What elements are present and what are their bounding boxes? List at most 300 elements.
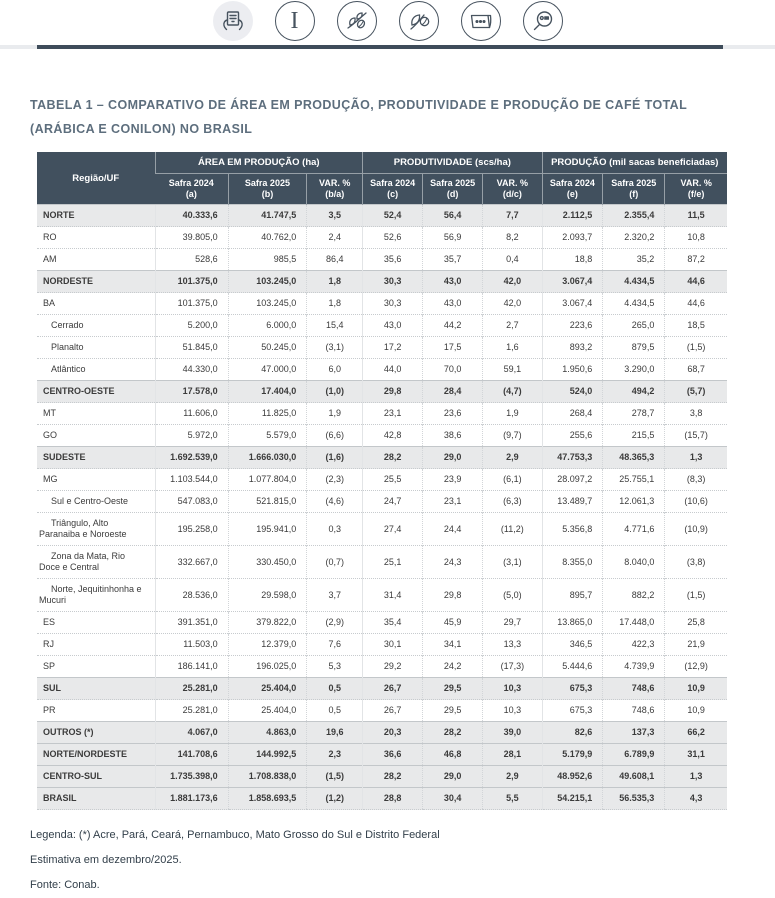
cell: 31,1 xyxy=(665,744,727,766)
cell: 4.739,9 xyxy=(603,656,665,678)
cell: 5.200,0 xyxy=(155,315,228,337)
cell: 42,0 xyxy=(483,293,542,315)
cell: 547.083,0 xyxy=(155,491,228,513)
cell: 1.858.693,5 xyxy=(228,788,307,810)
cell: 5.579,0 xyxy=(228,425,307,447)
cell: 8,2 xyxy=(483,227,542,249)
cell: 2,9 xyxy=(483,447,542,469)
cell: 87,2 xyxy=(665,249,727,271)
cell: 23,1 xyxy=(423,491,483,513)
column-header: Safra 2024 (e) xyxy=(542,174,603,205)
cell: 5.444,6 xyxy=(542,656,603,678)
cell: 56.535,3 xyxy=(603,788,665,810)
cell: 39.805,0 xyxy=(155,227,228,249)
cell: 39,0 xyxy=(483,722,542,744)
cell: 1.103.544,0 xyxy=(155,469,228,491)
cell: (0,7) xyxy=(307,546,363,579)
row-label: GO xyxy=(37,425,155,447)
cell: 17.448,0 xyxy=(603,612,665,634)
cell: 524,0 xyxy=(542,381,603,403)
cell: 26,7 xyxy=(363,700,423,722)
table-row xyxy=(37,293,727,315)
source-text: Fonte: Conab. xyxy=(30,879,100,891)
cell: 47.753,3 xyxy=(542,447,603,469)
cell: (1,5) xyxy=(665,337,727,359)
table-row xyxy=(37,271,727,293)
cell: 6.789,9 xyxy=(603,744,665,766)
cell: 36,6 xyxy=(363,744,423,766)
cell: 1.735.398,0 xyxy=(155,766,228,788)
cell: 52,4 xyxy=(363,205,423,227)
cell: (2,3) xyxy=(307,469,363,491)
cell: 101.375,0 xyxy=(155,293,228,315)
cell: 41.747,5 xyxy=(228,205,307,227)
row-label: MT xyxy=(37,403,155,425)
cell: 3,5 xyxy=(307,205,363,227)
column-header: Safra 2025 (f) xyxy=(603,174,665,205)
column-header-region: Região/UF xyxy=(37,152,155,205)
cell: 44.330,0 xyxy=(155,359,228,381)
cell: 45,9 xyxy=(423,612,483,634)
cell: 3.290,0 xyxy=(603,359,665,381)
cell: (12,9) xyxy=(665,656,727,678)
cell: 31,4 xyxy=(363,579,423,612)
cell: (1,6) xyxy=(307,447,363,469)
row-label: Triângulo, Alto Paranaiba e Noroeste xyxy=(37,513,155,546)
column-header: Safra 2025 (b) xyxy=(228,174,307,205)
cell: 29,5 xyxy=(423,678,483,700)
cell: 23,9 xyxy=(423,469,483,491)
progress-fill xyxy=(37,45,723,49)
cell: 2,4 xyxy=(307,227,363,249)
cell: 5,3 xyxy=(307,656,363,678)
cell: 29,7 xyxy=(483,612,542,634)
cell: 29,0 xyxy=(423,766,483,788)
cell: 35,4 xyxy=(363,612,423,634)
cell: (5,0) xyxy=(483,579,542,612)
cell: 46,8 xyxy=(423,744,483,766)
cell: 1.950,6 xyxy=(542,359,603,381)
cell: 30,1 xyxy=(363,634,423,656)
cell: (4,6) xyxy=(307,491,363,513)
cell: 30,4 xyxy=(423,788,483,810)
cell: 103.245,0 xyxy=(228,271,307,293)
cell: 4.863,0 xyxy=(228,722,307,744)
page-title: TABELA 1 – COMPARATIVO DE ÁREA EM PRODUÇÃO, PRODUTIVIDADE E PRODUÇÃO DE CAFÉ TOTAL (ARÁBICA E CONILON) NO BRASIL xyxy=(30,98,687,136)
row-label: BA xyxy=(37,293,155,315)
cell: 4.434,5 xyxy=(603,293,665,315)
table-header xyxy=(37,152,727,205)
cell: 56,9 xyxy=(423,227,483,249)
cell: 29.598,0 xyxy=(228,579,307,612)
cell: 20,3 xyxy=(363,722,423,744)
cell: 195.941,0 xyxy=(228,513,307,546)
cell: 5.972,0 xyxy=(155,425,228,447)
row-label: Zona da Mata, Rio Doce e Central xyxy=(37,546,155,579)
cell: (1,0) xyxy=(307,381,363,403)
cell: 10,8 xyxy=(665,227,727,249)
cell: 4,3 xyxy=(665,788,727,810)
row-label: CENTRO-SUL xyxy=(37,766,155,788)
table-row xyxy=(37,788,727,810)
cell: 10,9 xyxy=(665,678,727,700)
cell: 25.281,0 xyxy=(155,700,228,722)
cell: 11.825,0 xyxy=(228,403,307,425)
cell: 28,1 xyxy=(483,744,542,766)
cell: 195.258,0 xyxy=(155,513,228,546)
row-label: OUTROS (*) xyxy=(37,722,155,744)
group-header-production: PRODUÇÃO (mil sacas beneficiadas) xyxy=(542,152,727,174)
cell: (6,6) xyxy=(307,425,363,447)
cell: 40.762,0 xyxy=(228,227,307,249)
cell: 1.708.838,0 xyxy=(228,766,307,788)
cell: 985,5 xyxy=(228,249,307,271)
cell: 0,5 xyxy=(307,678,363,700)
table-body xyxy=(37,205,727,810)
cell: (15,7) xyxy=(665,425,727,447)
cell: 56,4 xyxy=(423,205,483,227)
cell: 25,5 xyxy=(363,469,423,491)
row-label: MG xyxy=(37,469,155,491)
cell: 0,4 xyxy=(483,249,542,271)
cell: 6.000,0 xyxy=(228,315,307,337)
cell: 28,2 xyxy=(423,722,483,744)
cell: (3,1) xyxy=(483,546,542,579)
cell: 255,6 xyxy=(542,425,603,447)
row-label: Planalto xyxy=(37,337,155,359)
cell: 422,3 xyxy=(603,634,665,656)
cell: 59,1 xyxy=(483,359,542,381)
cell: 44,6 xyxy=(665,293,727,315)
cell: 44,0 xyxy=(363,359,423,381)
cell: 24,4 xyxy=(423,513,483,546)
cell: 2.320,2 xyxy=(603,227,665,249)
cell: 24,2 xyxy=(423,656,483,678)
cell: 11.503,0 xyxy=(155,634,228,656)
cell: 54.215,1 xyxy=(542,788,603,810)
cell: 895,7 xyxy=(542,579,603,612)
cell: 5.179,9 xyxy=(542,744,603,766)
cell: 223,6 xyxy=(542,315,603,337)
cell: 30,3 xyxy=(363,293,423,315)
cell: 1.692.539,0 xyxy=(155,447,228,469)
cell: 66,2 xyxy=(665,722,727,744)
cell: 8.040,0 xyxy=(603,546,665,579)
cell: 29,8 xyxy=(423,579,483,612)
cell: (2,9) xyxy=(307,612,363,634)
row-label: Sul e Centro-Oeste xyxy=(37,491,155,513)
cell: 2,3 xyxy=(307,744,363,766)
cell: 2,9 xyxy=(483,766,542,788)
letter-i-icon[interactable]: I xyxy=(275,1,315,41)
table-row xyxy=(37,447,727,469)
table-row xyxy=(37,546,727,579)
table-row xyxy=(37,700,727,722)
cell: 50.245,0 xyxy=(228,337,307,359)
cell: 38,6 xyxy=(423,425,483,447)
cell: 10,3 xyxy=(483,678,542,700)
cell: 86,4 xyxy=(307,249,363,271)
table-row xyxy=(37,656,727,678)
table-row xyxy=(37,315,727,337)
cell: 141.708,6 xyxy=(155,744,228,766)
table-row xyxy=(37,205,727,227)
column-header: VAR. % (f/e) xyxy=(665,174,727,205)
cell: 26,7 xyxy=(363,678,423,700)
table-row xyxy=(37,227,727,249)
cell: 5,5 xyxy=(483,788,542,810)
cell: 521.815,0 xyxy=(228,491,307,513)
magnifier-report-icon[interactable] xyxy=(523,1,563,41)
cell: 101.375,0 xyxy=(155,271,228,293)
cell: 44,6 xyxy=(665,271,727,293)
cell: 2,7 xyxy=(483,315,542,337)
cell: 675,3 xyxy=(542,678,603,700)
progress-bar xyxy=(0,45,775,49)
cell: 42,0 xyxy=(483,271,542,293)
cell: (1,5) xyxy=(665,579,727,612)
cell: (6,1) xyxy=(483,469,542,491)
cell: (1,2) xyxy=(307,788,363,810)
cell: 35,2 xyxy=(603,249,665,271)
cell: 3.067,4 xyxy=(542,293,603,315)
cell: 13,3 xyxy=(483,634,542,656)
cell: 144.992,5 xyxy=(228,744,307,766)
legend-text: Legenda: (*) Acre, Pará, Ceará, Pernambuco, Mato Grosso do Sul e Distrito Federal xyxy=(30,829,440,841)
row-label: Cerrado xyxy=(37,315,155,337)
row-label: SP xyxy=(37,656,155,678)
cell: 1,9 xyxy=(483,403,542,425)
cell: (3,8) xyxy=(665,546,727,579)
column-header: Safra 2024 (a) xyxy=(155,174,228,205)
cell: (11,2) xyxy=(483,513,542,546)
cell: 19,6 xyxy=(307,722,363,744)
cell: 28,4 xyxy=(423,381,483,403)
cell: (9,7) xyxy=(483,425,542,447)
estimate-text: Estimativa em dezembro/2025. xyxy=(30,854,182,866)
cell: 30,3 xyxy=(363,271,423,293)
cell: 675,3 xyxy=(542,700,603,722)
cell: 3,8 xyxy=(665,403,727,425)
cell: 11.606,0 xyxy=(155,403,228,425)
cell: 2.355,4 xyxy=(603,205,665,227)
cell: 0,3 xyxy=(307,513,363,546)
coffee-branch-icon[interactable] xyxy=(337,1,377,41)
table-row xyxy=(37,678,727,700)
cell: 68,7 xyxy=(665,359,727,381)
cell: 48.365,3 xyxy=(603,447,665,469)
cell: 29,0 xyxy=(423,447,483,469)
cell: 17.404,0 xyxy=(228,381,307,403)
cell: 1,8 xyxy=(307,271,363,293)
cell: 1.666.030,0 xyxy=(228,447,307,469)
cell: 528,6 xyxy=(155,249,228,271)
row-label: AM xyxy=(37,249,155,271)
cell: 4.771,6 xyxy=(603,513,665,546)
cell: 70,0 xyxy=(423,359,483,381)
cell: 28.097,2 xyxy=(542,469,603,491)
table-row xyxy=(37,744,727,766)
cell: 1,8 xyxy=(307,293,363,315)
cell: 494,2 xyxy=(603,381,665,403)
cell: 48.952,6 xyxy=(542,766,603,788)
cell: (1,5) xyxy=(307,766,363,788)
cell: (10,6) xyxy=(665,491,727,513)
row-label: SUL xyxy=(37,678,155,700)
column-header: Safra 2025 (d) xyxy=(423,174,483,205)
cell: 748,6 xyxy=(603,678,665,700)
row-label: RJ xyxy=(37,634,155,656)
cell: 879,5 xyxy=(603,337,665,359)
group-header-productivity: PRODUTIVIDADE (scs/ha) xyxy=(363,152,542,174)
cell: (17,3) xyxy=(483,656,542,678)
cell: 23,6 xyxy=(423,403,483,425)
cell: 10,3 xyxy=(483,700,542,722)
cell: 29,2 xyxy=(363,656,423,678)
cell: 51.845,0 xyxy=(155,337,228,359)
table-row xyxy=(37,381,727,403)
group-header-area: ÁREA EM PRODUÇÃO (ha) xyxy=(155,152,363,174)
leaf-bean-icon[interactable] xyxy=(399,1,439,41)
cell: (5,7) xyxy=(665,381,727,403)
row-label: SUDESTE xyxy=(37,447,155,469)
row-label: PR xyxy=(37,700,155,722)
cell: 43,0 xyxy=(423,293,483,315)
column-header: Safra 2024 (c) xyxy=(363,174,423,205)
cell: 13.865,0 xyxy=(542,612,603,634)
cell: 11,5 xyxy=(665,205,727,227)
table-row xyxy=(37,337,727,359)
cell: 2.093,7 xyxy=(542,227,603,249)
cell: 28.536,0 xyxy=(155,579,228,612)
cell: 137,3 xyxy=(603,722,665,744)
toolbar xyxy=(0,0,775,42)
cell: 21,9 xyxy=(665,634,727,656)
row-label: Atlântico xyxy=(37,359,155,381)
cell: (3,1) xyxy=(307,337,363,359)
column-header: VAR. % (b/a) xyxy=(307,174,363,205)
cell: 7,6 xyxy=(307,634,363,656)
cell: 40.333,6 xyxy=(155,205,228,227)
cell: 3.067,4 xyxy=(542,271,603,293)
cell: 29,5 xyxy=(423,700,483,722)
cell: 17.578,0 xyxy=(155,381,228,403)
cell: 7,7 xyxy=(483,205,542,227)
table-row xyxy=(37,469,727,491)
cell: 2.112,5 xyxy=(542,205,603,227)
cell: 8.355,0 xyxy=(542,546,603,579)
cell: 3,7 xyxy=(307,579,363,612)
row-label: BRASIL xyxy=(37,788,155,810)
row-label: NORTE xyxy=(37,205,155,227)
cell: 4.434,5 xyxy=(603,271,665,293)
table-row xyxy=(37,425,727,447)
cell: 25.404,0 xyxy=(228,678,307,700)
cell: 43,0 xyxy=(423,271,483,293)
cell: 391.351,0 xyxy=(155,612,228,634)
cell: 17,2 xyxy=(363,337,423,359)
cell: 25.404,0 xyxy=(228,700,307,722)
cell: 28,8 xyxy=(363,788,423,810)
calendar-icon[interactable] xyxy=(461,1,501,41)
cell: 17,5 xyxy=(423,337,483,359)
cell: 330.450,0 xyxy=(228,546,307,579)
cell: (8,3) xyxy=(665,469,727,491)
cell: 1.077.804,0 xyxy=(228,469,307,491)
cell: 25,8 xyxy=(665,612,727,634)
cell: 10,9 xyxy=(665,700,727,722)
cell: 1,3 xyxy=(665,766,727,788)
table-row xyxy=(37,249,727,271)
table-row xyxy=(37,612,727,634)
coffee-production-table xyxy=(37,152,727,810)
table-row xyxy=(37,634,727,656)
cell: 346,5 xyxy=(542,634,603,656)
cell: 44,2 xyxy=(423,315,483,337)
cell: 1,3 xyxy=(665,447,727,469)
cell: 882,2 xyxy=(603,579,665,612)
table-row xyxy=(37,359,727,381)
cell: 27,4 xyxy=(363,513,423,546)
cell: 18,8 xyxy=(542,249,603,271)
cell: 6,0 xyxy=(307,359,363,381)
cell: 265,0 xyxy=(603,315,665,337)
cell: 12.061,3 xyxy=(603,491,665,513)
table-row xyxy=(37,579,727,612)
cell: 18,5 xyxy=(665,315,727,337)
cell: (4,7) xyxy=(483,381,542,403)
cell: 893,2 xyxy=(542,337,603,359)
cell: 25.281,0 xyxy=(155,678,228,700)
table-row xyxy=(37,722,727,744)
cell: 5.356,8 xyxy=(542,513,603,546)
row-label: CENTRO-OESTE xyxy=(37,381,155,403)
cell: 28,2 xyxy=(363,766,423,788)
table-footnotes xyxy=(30,823,775,898)
cell: 49.608,1 xyxy=(603,766,665,788)
table-row xyxy=(37,491,727,513)
row-label: ES xyxy=(37,612,155,634)
cell: 1,9 xyxy=(307,403,363,425)
cell: 379.822,0 xyxy=(228,612,307,634)
cell: 15,4 xyxy=(307,315,363,337)
table-row xyxy=(37,403,727,425)
cell: 82,6 xyxy=(542,722,603,744)
cell: 12.379,0 xyxy=(228,634,307,656)
cell: 215,5 xyxy=(603,425,665,447)
row-label: NORDESTE xyxy=(37,271,155,293)
table-row xyxy=(37,766,727,788)
cell: 13.489,7 xyxy=(542,491,603,513)
row-label: NORTE/NORDESTE xyxy=(37,744,155,766)
cell: 4.067,0 xyxy=(155,722,228,744)
cell: 35,6 xyxy=(363,249,423,271)
table-row xyxy=(37,513,727,546)
cell: (6,3) xyxy=(483,491,542,513)
cell: 52,6 xyxy=(363,227,423,249)
cell: 186.141,0 xyxy=(155,656,228,678)
cell: 23,1 xyxy=(363,403,423,425)
cell: 1,6 xyxy=(483,337,542,359)
hands-document-icon[interactable] xyxy=(213,1,253,41)
cell: 196.025,0 xyxy=(228,656,307,678)
cell: 42,8 xyxy=(363,425,423,447)
cell: 1.881.173,6 xyxy=(155,788,228,810)
cell: 24,7 xyxy=(363,491,423,513)
cell: 34,1 xyxy=(423,634,483,656)
cell: 332.667,0 xyxy=(155,546,228,579)
column-header: VAR. % (d/c) xyxy=(483,174,542,205)
